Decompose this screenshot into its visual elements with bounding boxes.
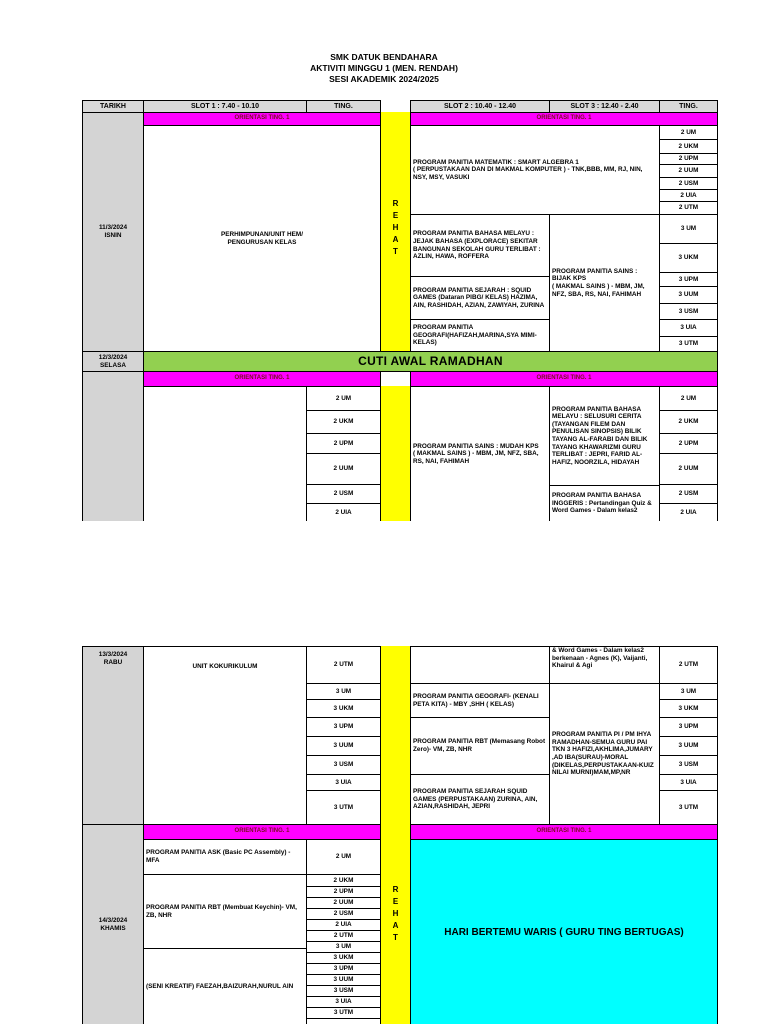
day3-geografi: PROGRAM PANITIA GEOGRAFI- (KENALI PETA KITA) - MBY ,SHH ( KELAS) (410, 683, 550, 718)
day3-mid-2usm: 2 USM (306, 484, 381, 504)
day3-mid-3upm: 3 UPM (306, 717, 381, 737)
rehat-column-lower (380, 386, 411, 521)
day4-seni: (SENI KREATIF) FAEZAH,BAIZURAH,NURUL AIN (143, 948, 307, 1024)
day1-date: 11/3/2024 ISNIN (82, 112, 144, 352)
col-slot3: SLOT 3 : 12.40 - 2.40 (549, 100, 660, 113)
day3-bi-bottom: & Word Games - Dalam kelas2 berkenaan - Agnes (K), Vaijanti, Khairul & Agi (549, 646, 660, 684)
day4-class-2utm: 2 UTM (306, 930, 381, 942)
day1-class-3uum: 3 UUM (659, 286, 718, 304)
day3-date: 13/3/2024 RABU (82, 646, 144, 825)
day4-class-3um: 3 UM (306, 941, 381, 953)
day3-mid-3um: 3 UM (306, 683, 381, 700)
day3-right-3upm: 3 UPM (659, 717, 718, 737)
rehat-label: R E H A T (392, 199, 399, 256)
day1-matematik: PROGRAM PANITIA MATEMATIK : SMART ALGEBRA 1 ( PERPUSTAKAAN DAN DI MAKMAL KOMPUTER ) - TNK,BBB, MM, RJ, NIN, NSY, MSY, VASUKI (410, 125, 660, 215)
day1-bm: PROGRAM PANITIA BAHASA MELAYU : JEJAK BAHASA (EXPLORACE) SEKITAR BANGUNAN SEKOLAH GURU TERLIBAT : AZLIN, HAWA, ROFFERA (410, 214, 550, 277)
col-tarikh: TARIKH (82, 100, 144, 113)
day1-class-2usm: 2 USM (659, 177, 718, 190)
day1-class-2um: 2 UM (659, 125, 718, 140)
day4-class-2ukm: 2 UKM (306, 874, 381, 887)
day3-sejarah: PROGRAM PANITIA SEJARAH SQUID GAMES (PERPUSTAKAAN) ZURINA, AIN, AZIAN,RASHIDAH, JEPRI (410, 774, 550, 825)
day3-right-3uum: 3 UUM (659, 736, 718, 756)
day1-sejarah: PROGRAM PANITIA SEJARAH : SQUID GAMES (Dataran PIBG/ KELAS) HAZIMA, AIN, RASHIDAH, AZIAN, ZAWIYAH, ZURINA (410, 276, 550, 320)
school-name: SMK DATUK BENDAHARA (330, 52, 438, 62)
schedule-page-2 (82, 646, 718, 1024)
day3-mid-2upm: 2 UPM (306, 433, 381, 454)
day3-orientasi-slot1: ORIENTASI TING. 1 (143, 371, 381, 387)
day1-class-3utm: 3 UTM (659, 336, 718, 352)
col-slot2: SLOT 2 : 10.40 - 12.40 (410, 100, 550, 113)
orientasi-slot1: ORIENTASI TING. 1 (143, 112, 381, 126)
day3-mid-3ukm: 3 UKM (306, 699, 381, 718)
day3-mid-3utm: 3 UTM (306, 790, 381, 825)
day3-koko: UNIT KOKURIKULUM (143, 646, 307, 825)
day3-bm: PROGRAM PANITIA BAHASA MELAYU : SELUSURI CERITA (TAYANGAN FILEM DAN PENULISAN SINOPSIS) BILIK TAYANG AL-FARABI DAN BILIK TAYANG KHAWARIZMI GURU TERLIBAT : JEPRI, FARID AL-HAFIZ, NOORZILA, HIDAYAH (549, 386, 660, 486)
cuti-banner: CUTI AWAL RAMADHAN (143, 351, 718, 372)
day3-slot1-blank (143, 386, 307, 521)
day3-right-2usm: 2 USM (659, 484, 718, 504)
col-ting-2: TING. (659, 100, 718, 113)
day3-mid-2uum: 2 UUM (306, 453, 381, 485)
day3-mid-2ukm: 2 UKM (306, 410, 381, 434)
day1-class-3ukm: 3 UKM (659, 243, 718, 273)
day4-date: 14/3/2024 KHAMIS (82, 824, 144, 1024)
hari-bertemu-waris: HARI BERTEMU WARIS ( GURU TING BERTUGAS) (410, 839, 718, 1024)
day3-rbt: PROGRAM PANITIA RBT (Memasang Robot Zero)- VM, ZB, NHR (410, 717, 550, 775)
col-slot1: SLOT 1 : 7.40 - 10.10 (143, 100, 307, 113)
day4-class-2usm: 2 USM (306, 908, 381, 920)
day3-mid-3uum: 3 UUM (306, 736, 381, 756)
day1-class-3usm: 3 USM (659, 303, 718, 320)
day4-class-2uum: 2 UUM (306, 897, 381, 909)
day3-mid-3usm: 3 USM (306, 755, 381, 775)
day4-class-3utm: 3 UTM (306, 1007, 381, 1019)
rehat-column-2 (380, 646, 411, 1024)
day3-mid-2uia: 2 UIA (306, 503, 381, 521)
day4-class-2um: 2 UM (306, 839, 381, 875)
col-ting-1: TING. (306, 100, 381, 113)
day3-right-3uia: 3 UIA (659, 774, 718, 791)
day1-class-3um: 3 UM (659, 214, 718, 244)
rehat-label-2: R E H A T (392, 885, 399, 942)
day3-right-2utm: 2 UTM (659, 646, 718, 684)
day4-class-3upm: 3 UPM (306, 963, 381, 975)
day3-orientasi-slot2: ORIENTASI TING. 1 (410, 371, 718, 387)
day3-mid-2utm: 2 UTM (306, 646, 381, 684)
day1-sains: PROGRAM PANITIA SAINS : BIJAK KPS ( MAKMAL SAINS ) - MBM, JM, NFZ, SBA, RS, NAI, FAHIMAH (549, 214, 660, 352)
day1-class-2utm: 2 UTM (659, 201, 718, 215)
day3-sains: PROGRAM PANITIA SAINS : MUDAH KPS ( MAKMAL SAINS ) - MBM, JM, NFZ, SBA, RS, NAI, FAHIMAH (410, 386, 550, 521)
day3-mid-3uia: 3 UIA (306, 774, 381, 791)
day3-right-2ukm: 2 UKM (659, 410, 718, 434)
day4-orientasi-slot1: ORIENTASI TING. 1 (143, 824, 381, 840)
day3-right-3um: 3 UM (659, 683, 718, 700)
day4-class-3usm: 3 USM (306, 985, 381, 997)
day4-class-2upm: 2 UPM (306, 886, 381, 898)
day1-class-3upm: 3 UPM (659, 272, 718, 287)
day3-right-2upm: 2 UPM (659, 433, 718, 454)
day3-pi: PROGRAM PANITIA PI / PM IHYA RAMADHAN-SEMUA GURU PAI TKN 3 HAFIZI,AKHLIMA,JUMARY ,AD IBA(SURAU)-MORAL (DIKELAS,PERPUSTAKAAN-KUIZ NILAI MURNI)MAM,MP,NR (549, 683, 660, 825)
day3-slot2-blank (410, 646, 550, 684)
orientasi-slot2: ORIENTASI TING. 1 (410, 112, 718, 126)
day4-orientasi-slot2: ORIENTASI TING. 1 (410, 824, 718, 840)
day4-ask: PROGRAM PANITIA ASK (Basic PC Assembly) - MFA (143, 839, 307, 875)
day3-right-2um: 2 UM (659, 386, 718, 411)
document-title: AKTIVITI MINGGU 1 (MEN. RENDAH) (310, 63, 458, 73)
day1-class-2ukm: 2 UKM (659, 139, 718, 154)
day3-bi-top: PROGRAM PANITIA BAHASA INGGERIS : Pertandingan Quiz & Word Games - Dalam kelas2 (549, 485, 660, 521)
day4-class-3ukm: 3 UKM (306, 952, 381, 964)
day1-class-2upm: 2 UPM (659, 153, 718, 165)
day3-right-2uia: 2 UIA (659, 503, 718, 521)
day4-class-3uum: 3 UUM (306, 974, 381, 986)
day1-geografi: PROGRAM PANITIA GEOGRAFI(HAFIZAH,MARINA,SYA MIMI-KELAS) (410, 319, 550, 352)
day3-right-3utm: 3 UTM (659, 790, 718, 825)
day3-mid-2um: 2 UM (306, 386, 381, 411)
day4-rbt: PROGRAM PANITIA RBT (Membuat Keychin)- VM, ZB, NHR (143, 874, 307, 949)
day2-date: 12/3/2024 SELASA (82, 351, 144, 372)
academic-session: SESI AKADEMIK 2024/2025 (329, 74, 439, 84)
day4-class-3uia: 3 UIA (306, 996, 381, 1008)
schedule-page-1 (82, 100, 718, 521)
day3-right-2uum: 2 UUM (659, 453, 718, 485)
day3-right-3ukm: 3 UKM (659, 699, 718, 718)
day1-class-3uia: 3 UIA (659, 319, 718, 337)
day1-slot1: PERHIMPUNAN/UNIT HEM/ PENGURUSAN KELAS (143, 125, 381, 352)
day3-right-3usm: 3 USM (659, 755, 718, 775)
day1-class-2uum: 2 UUM (659, 164, 718, 178)
day1-class-2uia: 2 UIA (659, 189, 718, 202)
day4-class-2uia: 2 UIA (306, 919, 381, 931)
document-header (0, 52, 768, 85)
